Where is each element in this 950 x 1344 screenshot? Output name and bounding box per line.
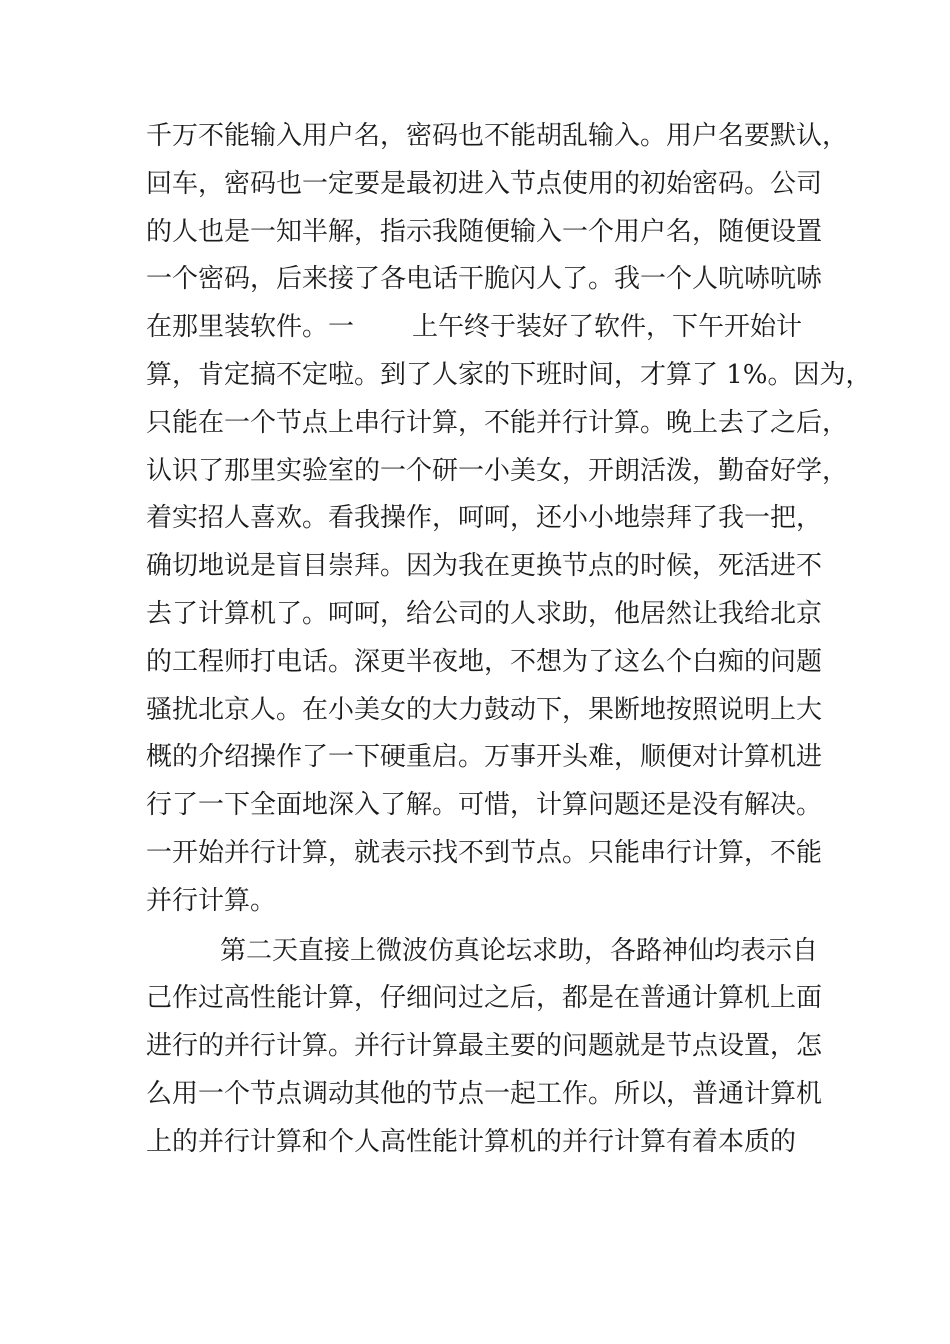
text-line: 骚扰北京人。在小美女的大力鼓动下，果断地按照说明上大 <box>146 694 823 725</box>
text-line: 回车，密码也一定要是最初进入节点使用的初始密码。公司 <box>146 168 823 199</box>
text-line: 确切地说是盲目崇拜。因为我在更换节点的时候，死活进不 <box>146 551 823 582</box>
text-segment: 第二天直接上微波仿真论坛求助，各路神仙均表示自 <box>220 935 819 966</box>
text-line: 一个密码，后来接了各电话干脆闪人了。我一个人吭哧吭哧 <box>146 264 823 295</box>
text-line: 去了计算机了。呵呵，给公司的人求助，他居然让我给北京 <box>146 598 823 629</box>
text-line: 概的介绍操作了一下硬重启。万事开头难，顺便对计算机进 <box>146 742 823 773</box>
text-line: 着实招人喜欢。看我操作，呵呵，还小小地崇拜了我一把， <box>146 503 823 534</box>
text-line <box>146 928 819 976</box>
text-line: 么用一个节点调动其他的节点一起工作。所以，普通计算机 <box>146 1078 823 1109</box>
text-line: 认识了那里实验室的一个研一小美女，开朗活泼，勤奋好学， <box>146 455 849 486</box>
text-line: 千万不能输入用户名，密码也不能胡乱输入。用户名要默认， <box>146 121 849 151</box>
text-line: 的工程师打电话。深更半夜地，不想为了这么个白痴的问题 <box>146 646 823 677</box>
text-line: 进行的并行计算。并行计算最主要的问题就是节点设置，怎 <box>146 1031 823 1062</box>
text-segment: 在那里装软件。一 <box>146 312 355 343</box>
text-line <box>146 304 816 352</box>
text-line: 上的并行计算和个人高性能计算机的并行计算有着本质的 <box>146 1126 797 1157</box>
text-line: 己作过高性能计算，仔细问过之后，都是在普通计算机上面 <box>146 983 823 1014</box>
text-line: 并行计算。 <box>146 885 277 916</box>
text-line: 算，肯定搞不定啦。到了人家的下班时间，才算了 1%。因为， <box>146 359 872 390</box>
text-line: 的人也是一知半解，指示我随便输入一个用户名，随便设置 <box>146 216 823 247</box>
body-text <box>146 113 872 1167</box>
text-line: 一开始并行计算，就表示找不到节点。只能串行计算，不能 <box>146 837 823 868</box>
text-line: 只能在一个节点上串行计算，不能并行计算。晚上去了之后， <box>146 407 849 438</box>
text-segment: 上午终于装好了软件，下午开始计 <box>412 312 803 343</box>
text-line: 行了一下全面地深入了解。可惜，计算问题还是没有解决。 <box>146 790 823 821</box>
